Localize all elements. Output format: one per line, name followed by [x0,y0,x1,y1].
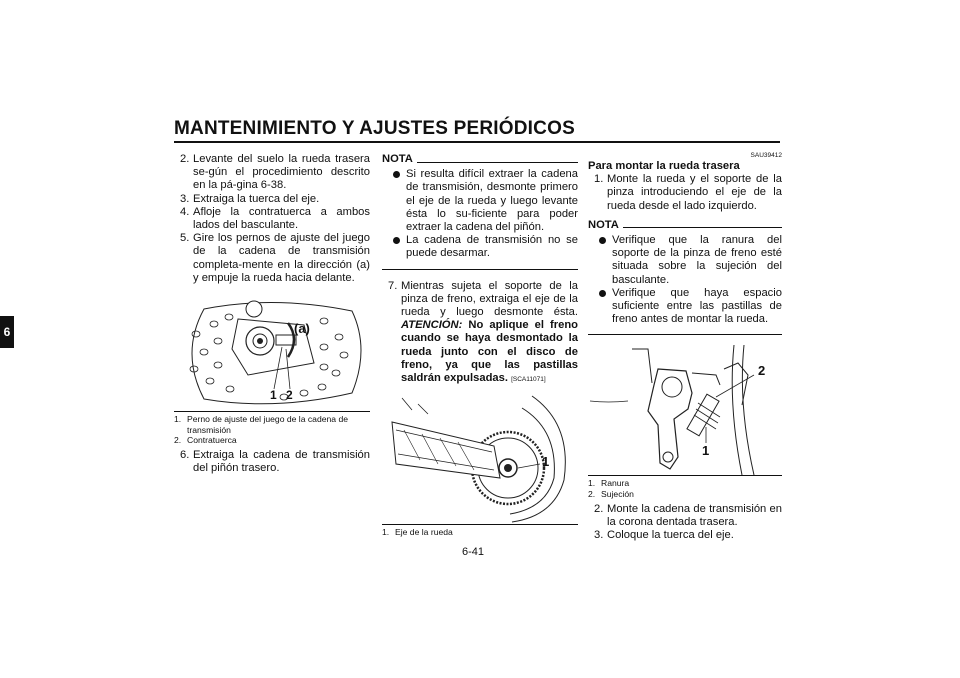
wheel-axle-illustration [382,394,578,524]
step-1 [588,173,782,213]
column-3 [588,152,782,542]
note-bullet [588,287,782,327]
step-2 [588,503,782,529]
chapter-tab: 6 [0,316,14,348]
note-heading [382,153,578,166]
warning-code: [SCA11071] [511,376,546,384]
label-1: 1 [542,454,550,470]
caption-text: Sujeción [601,489,634,500]
bullet-dot [599,290,606,297]
step-5 [174,232,370,285]
figure-caliper-bracket [588,345,782,476]
step-3 [174,193,370,206]
bullet-dot [393,171,400,178]
step-text: Mientras sujeta el soporte de la pinza de freno, extraiga el eje de la rueda y luego desmonte ésta. [401,279,578,319]
bullet-dot [393,237,400,244]
step-2 [174,153,370,193]
bullet-text: Verifique que haya espacio suficiente entre las pastillas de freno antes de montar la rueda. [612,286,782,326]
step-number: 7. [388,279,398,292]
step-number: 4. [180,205,190,218]
chain-adjuster-illustration [174,289,370,411]
note-end-rule [588,334,782,335]
title-rule [174,141,780,143]
step-number: 1. [594,173,604,186]
step-6 [174,449,370,475]
caption-text: Ranura [601,478,630,489]
step-number: 6. [180,448,190,461]
step-text: Monte la rueda y el soporte de la pinza introduciendo el eje de la rueda desde el lado izquierdo. [607,173,782,212]
step-number: 2. [594,502,604,515]
bullet-text: Verifique que la ranura del soporte de la pinza de freno esté situada sobre la sujeción del basculante. [612,234,782,286]
note-rule [623,227,782,228]
step-number: 3. [180,192,190,205]
caption-number: 1. [382,527,390,538]
step-text: Coloque la tuerca del eje. [607,529,734,542]
caption-item [382,527,578,538]
step-number: 2. [180,153,190,165]
caption-number: 1. [174,414,182,425]
label-1: 1 [702,443,710,459]
step-text: Monte la cadena de transmisión en la corona dentada trasera. [607,502,782,528]
attention-label: ATENCIÓN: [401,319,463,332]
figure-chain-adjuster [174,289,370,412]
document-code: SAU39412 [750,152,782,159]
caption-item [588,478,782,489]
caption-text: Perno de ajuste del juego de la cadena de transmisión [187,414,349,435]
step-text: Levante del suelo la rueda trasera se-gún el procedimiento descrito en la pá-gina 6-38. [193,153,370,192]
caption-number: 1. [588,478,596,489]
note-heading [588,219,782,232]
label-2: 2 [758,363,766,379]
note-end-rule [382,269,578,270]
caption-item [174,435,370,446]
label-1: 1 [270,388,277,403]
attention-warning [401,319,578,384]
caliper-bracket-illustration [588,345,782,475]
label-2: 2 [286,388,293,403]
step-3 [588,529,782,542]
attention-text: No aplique el freno cuando se haya desmontado la rueda junto con el disco de freno, ya que las pastillas saldrán expulsadas. [401,319,578,385]
figure-wheel-axle [382,394,578,525]
caption-number: 2. [174,435,182,446]
step-text: Afloje la contratuerca a ambos lados del basculante. [193,205,370,232]
step-text: Gire los pernos de ajuste del juego de la cadena de transmisión completa-mente en la dirección (a) y empuje la rueda hacia delante. [193,232,370,284]
bullet-dot [599,237,606,244]
note-bullet [588,234,782,287]
column-2 [382,153,578,538]
caption-item [174,414,370,435]
note-bullet [382,234,578,260]
note-label: NOTA [588,218,619,231]
column-1 [174,153,370,475]
figure-captions [174,414,370,446]
figure-captions [382,527,578,538]
section-title: Para montar la rueda trasera [588,160,740,172]
step-text: Extraiga la cadena de transmisión del piñón trasero. [193,448,370,475]
step-number: 5. [180,232,190,245]
caption-text: Contratuerca [187,435,237,446]
step-4 [174,206,370,232]
bullet-text: La cadena de transmisión no se puede desarmar. [406,234,578,260]
page-number: 6-41 [462,546,485,558]
label-a: (a) [294,321,310,337]
bullet-text: Si resulta difícil extraer la cadena de transmisión, desmonte primero el eje de la rueda y luego levante ésta lo su-ficiente para poder extraer la cadena del piñón. [406,168,578,234]
caption-item [588,489,782,500]
note-label: NOTA [382,153,413,165]
step-text: Extraiga la tuerca del eje. [193,192,320,205]
note-rule [417,162,578,163]
caption-number: 2. [588,489,596,500]
step-7 [382,280,578,387]
step-number: 3. [594,529,604,542]
note-bullet [382,168,578,234]
caption-text: Eje de la rueda [395,527,453,538]
page-title: MANTENIMIENTO Y AJUSTES PERIÓDICOS [174,118,575,139]
figure-captions [588,478,782,499]
